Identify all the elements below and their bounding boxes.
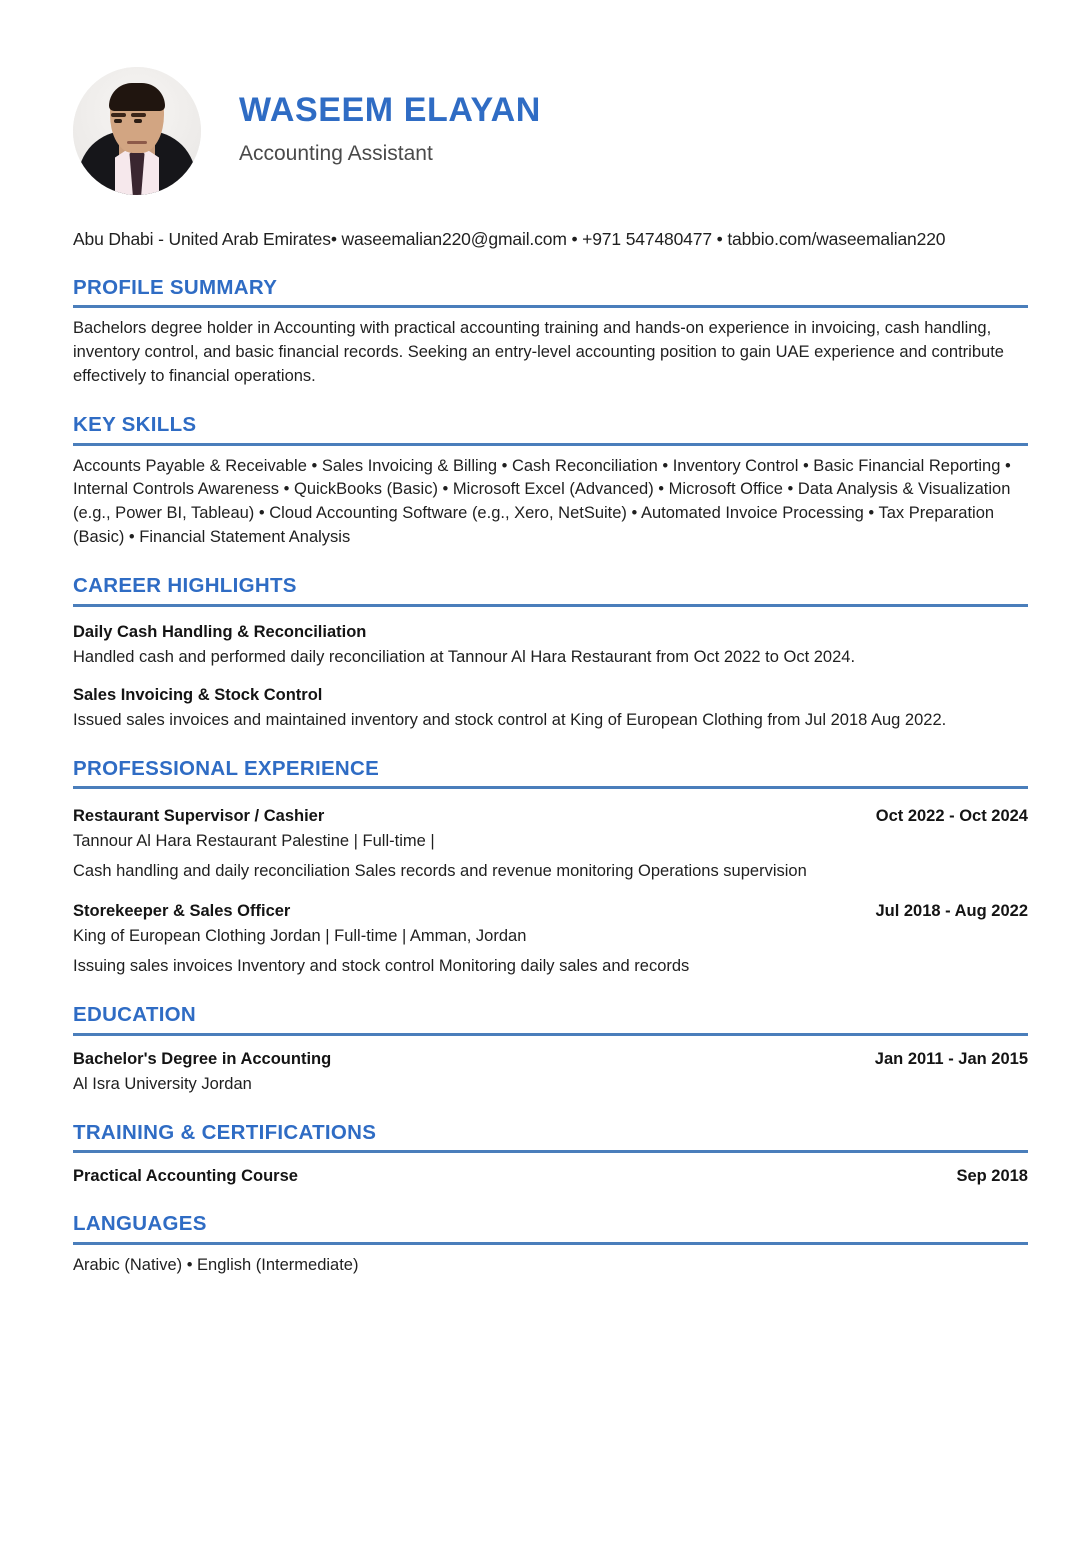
section-rule (73, 604, 1028, 607)
section-title-professional-experience: PROFESSIONAL EXPERIENCE (73, 756, 380, 780)
section-career-highlights (73, 574, 1028, 733)
education-entry-head (73, 1048, 1028, 1071)
name-block (239, 92, 541, 171)
experience-date: Oct 2022 - Oct 2024 (875, 807, 1028, 826)
avatar (73, 67, 201, 195)
candidate-job-title: Accounting Assistant (239, 142, 433, 166)
experience-entry-head (73, 805, 1028, 828)
section-education (73, 1003, 1028, 1097)
contact-line: Abu Dhabi - United Arab Emirates• waseemalian220@gmail.com • +971 547480477 • tabbio.com/waseemalian220 (73, 229, 946, 249)
section-profile-summary (73, 276, 1028, 389)
section-title-languages: LANGUAGES (73, 1212, 207, 1236)
section-title-career-highlights: CAREER HIGHLIGHTS (73, 574, 297, 598)
key-skills-text: Accounts Payable & Receivable • Sales Invoicing & Billing • Cash Reconciliation • Inventory Control • Basic Financial Reporting • Internal Controls Awareness • QuickBooks (Basic) • Microsoft Excel (Advanced) • Microsoft Office • Data Analysis & Visualization (e.g., Power BI, Tableau) • Cloud Accounting Software (e.g., Xero, NetSuite) • Automated Invoice Processing • Tax Preparation (Basic) • Financial Statement Analysis (73, 456, 1011, 547)
candidate-name: WASEEM ELAYAN (239, 90, 541, 129)
section-rule (73, 1242, 1028, 1245)
section-rule (73, 1033, 1028, 1036)
avatar-brow-left (111, 113, 126, 117)
section-rule (73, 443, 1028, 446)
education-school: Al Isra University Jordan (73, 1074, 252, 1093)
section-title-education: EDUCATION (73, 1003, 197, 1027)
career-highlight-title: Daily Cash Handling & Reconciliation (73, 622, 367, 641)
section-languages (73, 1212, 1028, 1277)
section-title-key-skills: KEY SKILLS (73, 412, 197, 436)
training-entry (73, 1165, 1028, 1188)
career-highlight-description: Issued sales invoices and maintained inventory and stock control at King of European Clothing from Jul 2018 Aug 2022. (73, 710, 947, 729)
languages-text: Arabic (Native) • English (Intermediate) (73, 1256, 359, 1275)
experience-company: King of European Clothing Jordan | Full-time | Amman, Jordan (73, 927, 527, 946)
resume-header (73, 0, 1028, 200)
education-degree: Bachelor's Degree in Accounting (73, 1049, 332, 1068)
experience-entry-head (73, 900, 1028, 923)
section-rule (73, 786, 1028, 789)
experience-description: Cash handling and daily reconciliation Sales records and revenue monitoring Operations supervision (73, 862, 807, 881)
avatar-mouth (127, 141, 147, 144)
training-date: Sep 2018 (956, 1167, 1028, 1186)
experience-role: Storekeeper & Sales Officer (73, 902, 291, 921)
career-highlight-item (73, 621, 1028, 670)
avatar-eye-left (114, 119, 122, 123)
section-key-skills (73, 413, 1028, 550)
experience-role: Restaurant Supervisor / Cashier (73, 807, 325, 826)
experience-date: Jul 2018 - Aug 2022 (875, 902, 1028, 921)
avatar-brow-right (131, 113, 146, 117)
experience-description: Issuing sales invoices Inventory and stock control Monitoring daily sales and records (73, 957, 690, 976)
experience-entry (73, 900, 1028, 979)
section-rule (73, 1150, 1028, 1153)
section-title-profile-summary: PROFILE SUMMARY (73, 275, 278, 299)
section-rule (73, 305, 1028, 308)
training-entry-head (73, 1165, 1028, 1188)
avatar-eye-right (134, 119, 142, 123)
section-training-certifications (73, 1121, 1028, 1189)
resume-content (73, 0, 1028, 1278)
experience-company: Tannour Al Hara Restaurant Palestine | Full-time | (73, 832, 435, 851)
career-highlight-title: Sales Invoicing & Stock Control (73, 685, 323, 704)
section-title-training-certifications: TRAINING & CERTIFICATIONS (73, 1120, 377, 1144)
training-name: Practical Accounting Course (73, 1167, 298, 1186)
education-date: Jan 2011 - Jan 2015 (874, 1049, 1028, 1068)
experience-entry (73, 805, 1028, 884)
career-highlight-item (73, 684, 1028, 733)
career-highlight-description: Handled cash and performed daily reconciliation at Tannour Al Hara Restaurant from Oct 2022 to Oct 2024. (73, 647, 856, 666)
profile-summary-text: Bachelors degree holder in Accounting with practical accounting training and hands-on experience in invoicing, cash handling, inventory control, and basic financial records. Seeking an entry-level accounting position to gain UAE experience and contribute effectively to financial operations. (73, 319, 1004, 386)
education-entry (73, 1048, 1028, 1097)
section-professional-experience (73, 757, 1028, 979)
